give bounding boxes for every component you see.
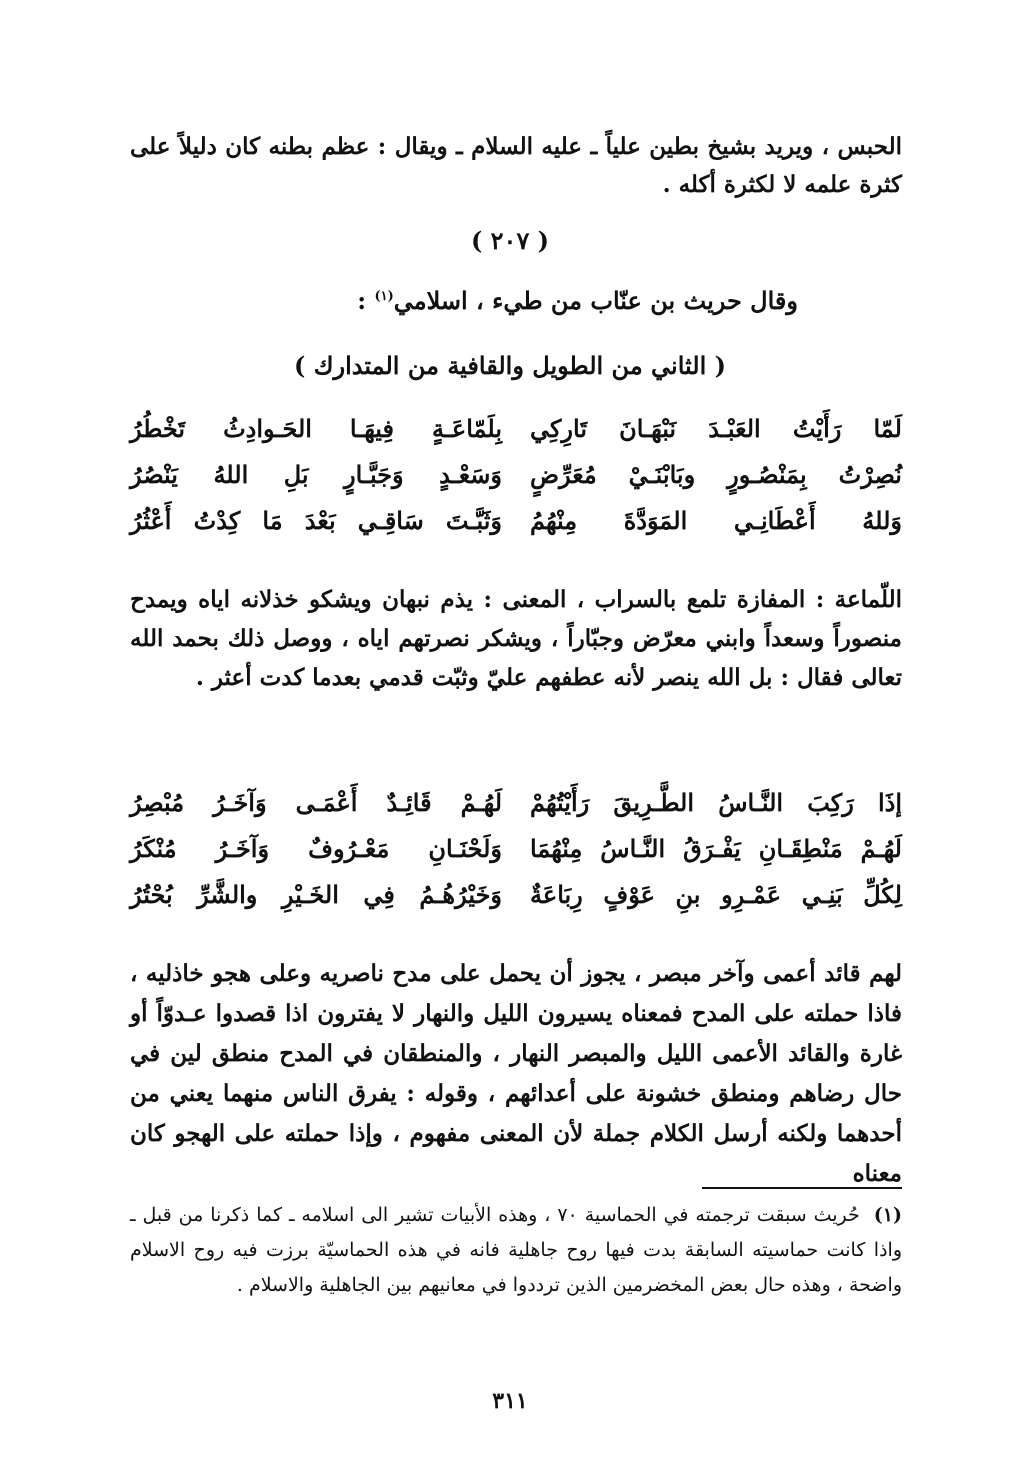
intro-text: وقال حريث بن عنّاب من طيء ، اسلامي — [393, 286, 798, 315]
verse-first-hemistich: لَهُـمْ مَنْطِقَـانِ يَفْـرَقُ النَّـاسُ مِنْهُمَا — [530, 833, 902, 863]
verse-first-hemistich: وَللهُ أَعْطَانِـي المَوَدَّةَ مِنْهُمُ — [530, 505, 902, 535]
intro-colon: : — [357, 286, 375, 315]
page-number: ٣١١ — [492, 1388, 528, 1414]
poem-intro — [357, 286, 798, 315]
verse-block-b — [130, 779, 902, 917]
commentary-b: لهم قائد أعمى وآخر مبصر ، يجوز أن يحمل على مدح ناصريه وعلى هجو خاذليه ، فاذا حملته على المدح فمعناه يسيرون الليل والنهار لا يفترون اذا قصدوا عـدوّاً أو غارة والقائد الأعمى الليل والمبصر النهار ، والمنطقان في المدح منطق لين في حال رضاهم ومنطق خشونة على أعدائهم ، وقوله : يفرق الناس منهما يعني من أحدهما ولكنه أرسل الكلام جملة لأن المعنى مفهوم ، وإذا حملته على الهجو كان معناه — [130, 960, 902, 1187]
meter-line: ( الثاني من الطويل والقافية من المتدارك ) — [294, 351, 726, 380]
footnote-mark: (١) — [873, 1204, 903, 1226]
verse-second-hemistich: وَلَحْنَـانِ مَعْـرُوفٌ وَآخَـرُ مُنْكَرُ — [130, 833, 502, 863]
footnote-text: حُريث سبقت ترجمته في الحماسية ٧٠ ، وهذه الأبيات تشير الى اسلامه ـ كما ذكرنا من قبل ـ واذا كانت حماسيته السابقة بدت فيها روح جاهلية فانه في هذه الحماسيّة برزت فيه روح الاسلام واضحة ، وهذه حال بعض المخضرمين الذين ترددوا في معانيهم بين الجاهلية والاسلام . — [130, 1204, 902, 1296]
verse-row — [130, 825, 902, 871]
verse-second-hemistich: وَخَيْرُهُـمُ فِي الخَـيْرِ والشَّرِّ بُحْتُرُ — [130, 879, 502, 909]
opening-paragraph: الحبس ، ويريد بشيخ بطين علياً ـ عليه السلام ـ ويقال : عظم بطنه كان دليلاً على كثرة علمه لا لكثرة أكله . — [130, 133, 902, 198]
verse-second-hemistich: بِلَمّاعَـةٍ فِيهَـا الحَـوادِثُ تَخْطُرُ — [130, 413, 502, 443]
verse-row — [130, 497, 902, 543]
verse-row — [130, 405, 902, 451]
poem-number: ( ٢٠٧ ) — [470, 226, 550, 255]
verse-first-hemistich: إذَا رَكِبَ النَّـاسُ الطَّـرِيقَ رَأَيْتُهُمْ — [530, 787, 902, 817]
verse-first-hemistich: نُصِرْتُ بِمَنْصُـورٍ وبَابْنَـيْ مُعَرِّضٍ — [530, 459, 902, 489]
verse-block-a — [130, 405, 902, 543]
verse-row — [130, 451, 902, 497]
footnote-ref[interactable]: (١) — [374, 289, 394, 304]
verse-second-hemistich: وَسَعْـدٍ وَجَبَّـارٍ بَلِ اللهُ يَنْصُرُ — [130, 459, 502, 489]
verse-second-hemistich: لَهُـمْ قَائِـدٌ أَعْمَـى وَآخَـرُ مُبْصِرُ — [130, 787, 502, 817]
footnote — [130, 1198, 902, 1303]
verse-first-hemistich: لِكُلِّ بَنِـي عَمْـرِو بنِ عَوْفٍ رِبَاعَةٌ — [530, 879, 902, 909]
verse-row — [130, 779, 902, 825]
verse-second-hemistich: وَثَبَّـتَ سَاقِـي بَعْدَ مَا كِدْتُ أَعْثُرُ — [130, 505, 502, 535]
footnote-divider — [702, 1187, 902, 1189]
verse-row — [130, 871, 902, 917]
commentary-a: اللّماعة : المفازة تلمع بالسراب ، المعنى : يذم نبهان ويشكو خذلانه اياه ويمدح منصوراً وسعداً وابني معرّض وجبّاراً ، ويشكر نصرتهم اياه ، ووصل ذلك بحمد الله تعالى فقال : بل الله ينصر لأنه عطفهم عليّ وثبّت قدمي بعدما كدت أعثر . — [130, 586, 902, 691]
verse-first-hemistich: لَمّا رَأَيْتُ العَبْـدَ نَبْهَـانَ تَارِكِي — [530, 413, 902, 443]
